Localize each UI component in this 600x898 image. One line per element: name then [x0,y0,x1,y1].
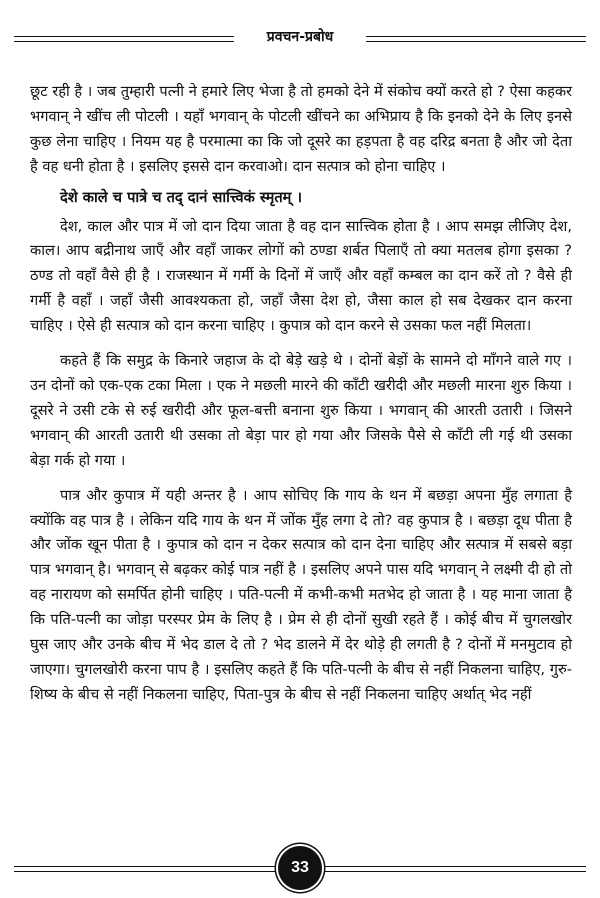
sanskrit-verse: देशे काले च पात्रे च तद् दानं सात्त्विकं स्मृतम् । [60,188,302,206]
page-number: 33 [291,859,309,876]
paragraph-ship-story: कहते हैं कि समुद्र के किनारे जहाज के दो बेड़े खड़े थे । दोनों बेड़ों के सामने दो माँगने वाले गए । उन दोनों को एक-एक टका मिला । एक ने मछली मारने की काँटी खरीदी और मछली मारना शुरु किया । दूसरे ने उसी टके से रुई खरीदी और फूल-बत्ती बनाना शुरु किया । भगवान् की आरती उतारी । जिसने भगवान् की आरती उतारी थी उसका तो बेड़ा पार हो गया और जिसके पैसे से काँटी ली गई थी उसका बेड़ा गर्क हो गया । [30,352,572,469]
paragraph-desh-kaal-paatra: देश, काल और पात्र में जो दान दिया जाता है वह दान सात्त्विक होता है । आप समझ लीजिए देश, काल। आप बद्रीनाथ जाएँ और वहाँ जाकर लोगों को ठण्डा शर्बत पिलाएँ तो क्या मतलब होगा इसका ? ठण्ड तो वहाँ वैसे ही है । राजस्थान में गर्मी के दिनों में जाएँ और वहाँ कम्बल का दान करें तो ? वैसे ही गर्मी है वहाँ । जहाँ जैसी आवश्यकता हो, जहाँ जैसा देश हो, जैसा काल हो सब देखकर दान करना चाहिए । ऐसे ही सत्पात्र को दान करना चाहिए । कुपात्र को दान करने से उसका फल नहीं मिलता। [30,217,572,335]
running-header-title: प्रवचन-प्रबोध [266,29,334,45]
paragraph-continuation: छूट रही है । जब तुम्हारी पत्नी ने हमारे लिए भेजा है तो हमको देने में संकोच क्यों करते हो ? ऐसा कहकर भगवान् ने खींच ली पोटली । यहाँ भगवान् के पोटली खींचने का अभिप्राय है कि इनको देने के लिए इनसे कुछ लेना चाहिए । नियम यह है परमात्मा का कि जो दूसरे का हड़पता है वह दरिद्र बनता है और जो देता है वह धनी होता है । इसलिए इससे दान करवाओ। दान सत्पात्र को होना चाहिए । [30,83,572,175]
paragraph-paatra-kupaatra: पात्र और कुपात्र में यही अन्तर है । आप सोचिए कि गाय के थन में बछड़ा अपना मुँह लगाता है क्योंकि वह पात्र है । लेकिन यदि गाय के थन में जोंक मुँह लगा दे तो? वह कुपात्र है । बछड़ा दूध पीता है और जोंक खून पीता है । कुपात्र को दान न देकर सत्पात्र को दान देना चाहिए और सत्पात्र में सबसे बड़ा पात्र भगवान् है। भगवान् से बढ़कर कोई पात्र नहीं है । इसलिए अपने पास यदि भगवान् ने लक्ष्मी दी हो तो वह नारायण को समर्पित होनी चाहिए । पति-पत्नी में कभी-कभी मतभेद हो जाता है । यह माना जाता है कि पति-पत्नी का जोड़ा परस्पर प्रेम के लिए है । प्रेम से ही दोनों सुखी रहते हैं । कोई बीच में चुगलखोर घुस जाए और उनके बीच में भेद डाल दे तो ? भेद डालने में देर थोड़े ही लगती है ? दोनों में मनमुटाव हो जाएगा। चुगलखोरी करना पाप है । इसलिए कहते हैं कि पति-पत्नी के बीच से नहीं निकलना चाहिए, गुरु-शिष्य के बीच से नहीं निकलना चाहिए, पिता-पुत्र के बीच से नहीं निकलना चाहिए अर्थात् भेद नहीं [30,486,572,703]
page-number-badge [278,846,322,890]
footer-rule-right [324,866,586,872]
footer-rule-left [14,866,276,872]
page-body [30,80,572,708]
header-rule-right [366,36,586,42]
header-rule-left [14,36,234,42]
